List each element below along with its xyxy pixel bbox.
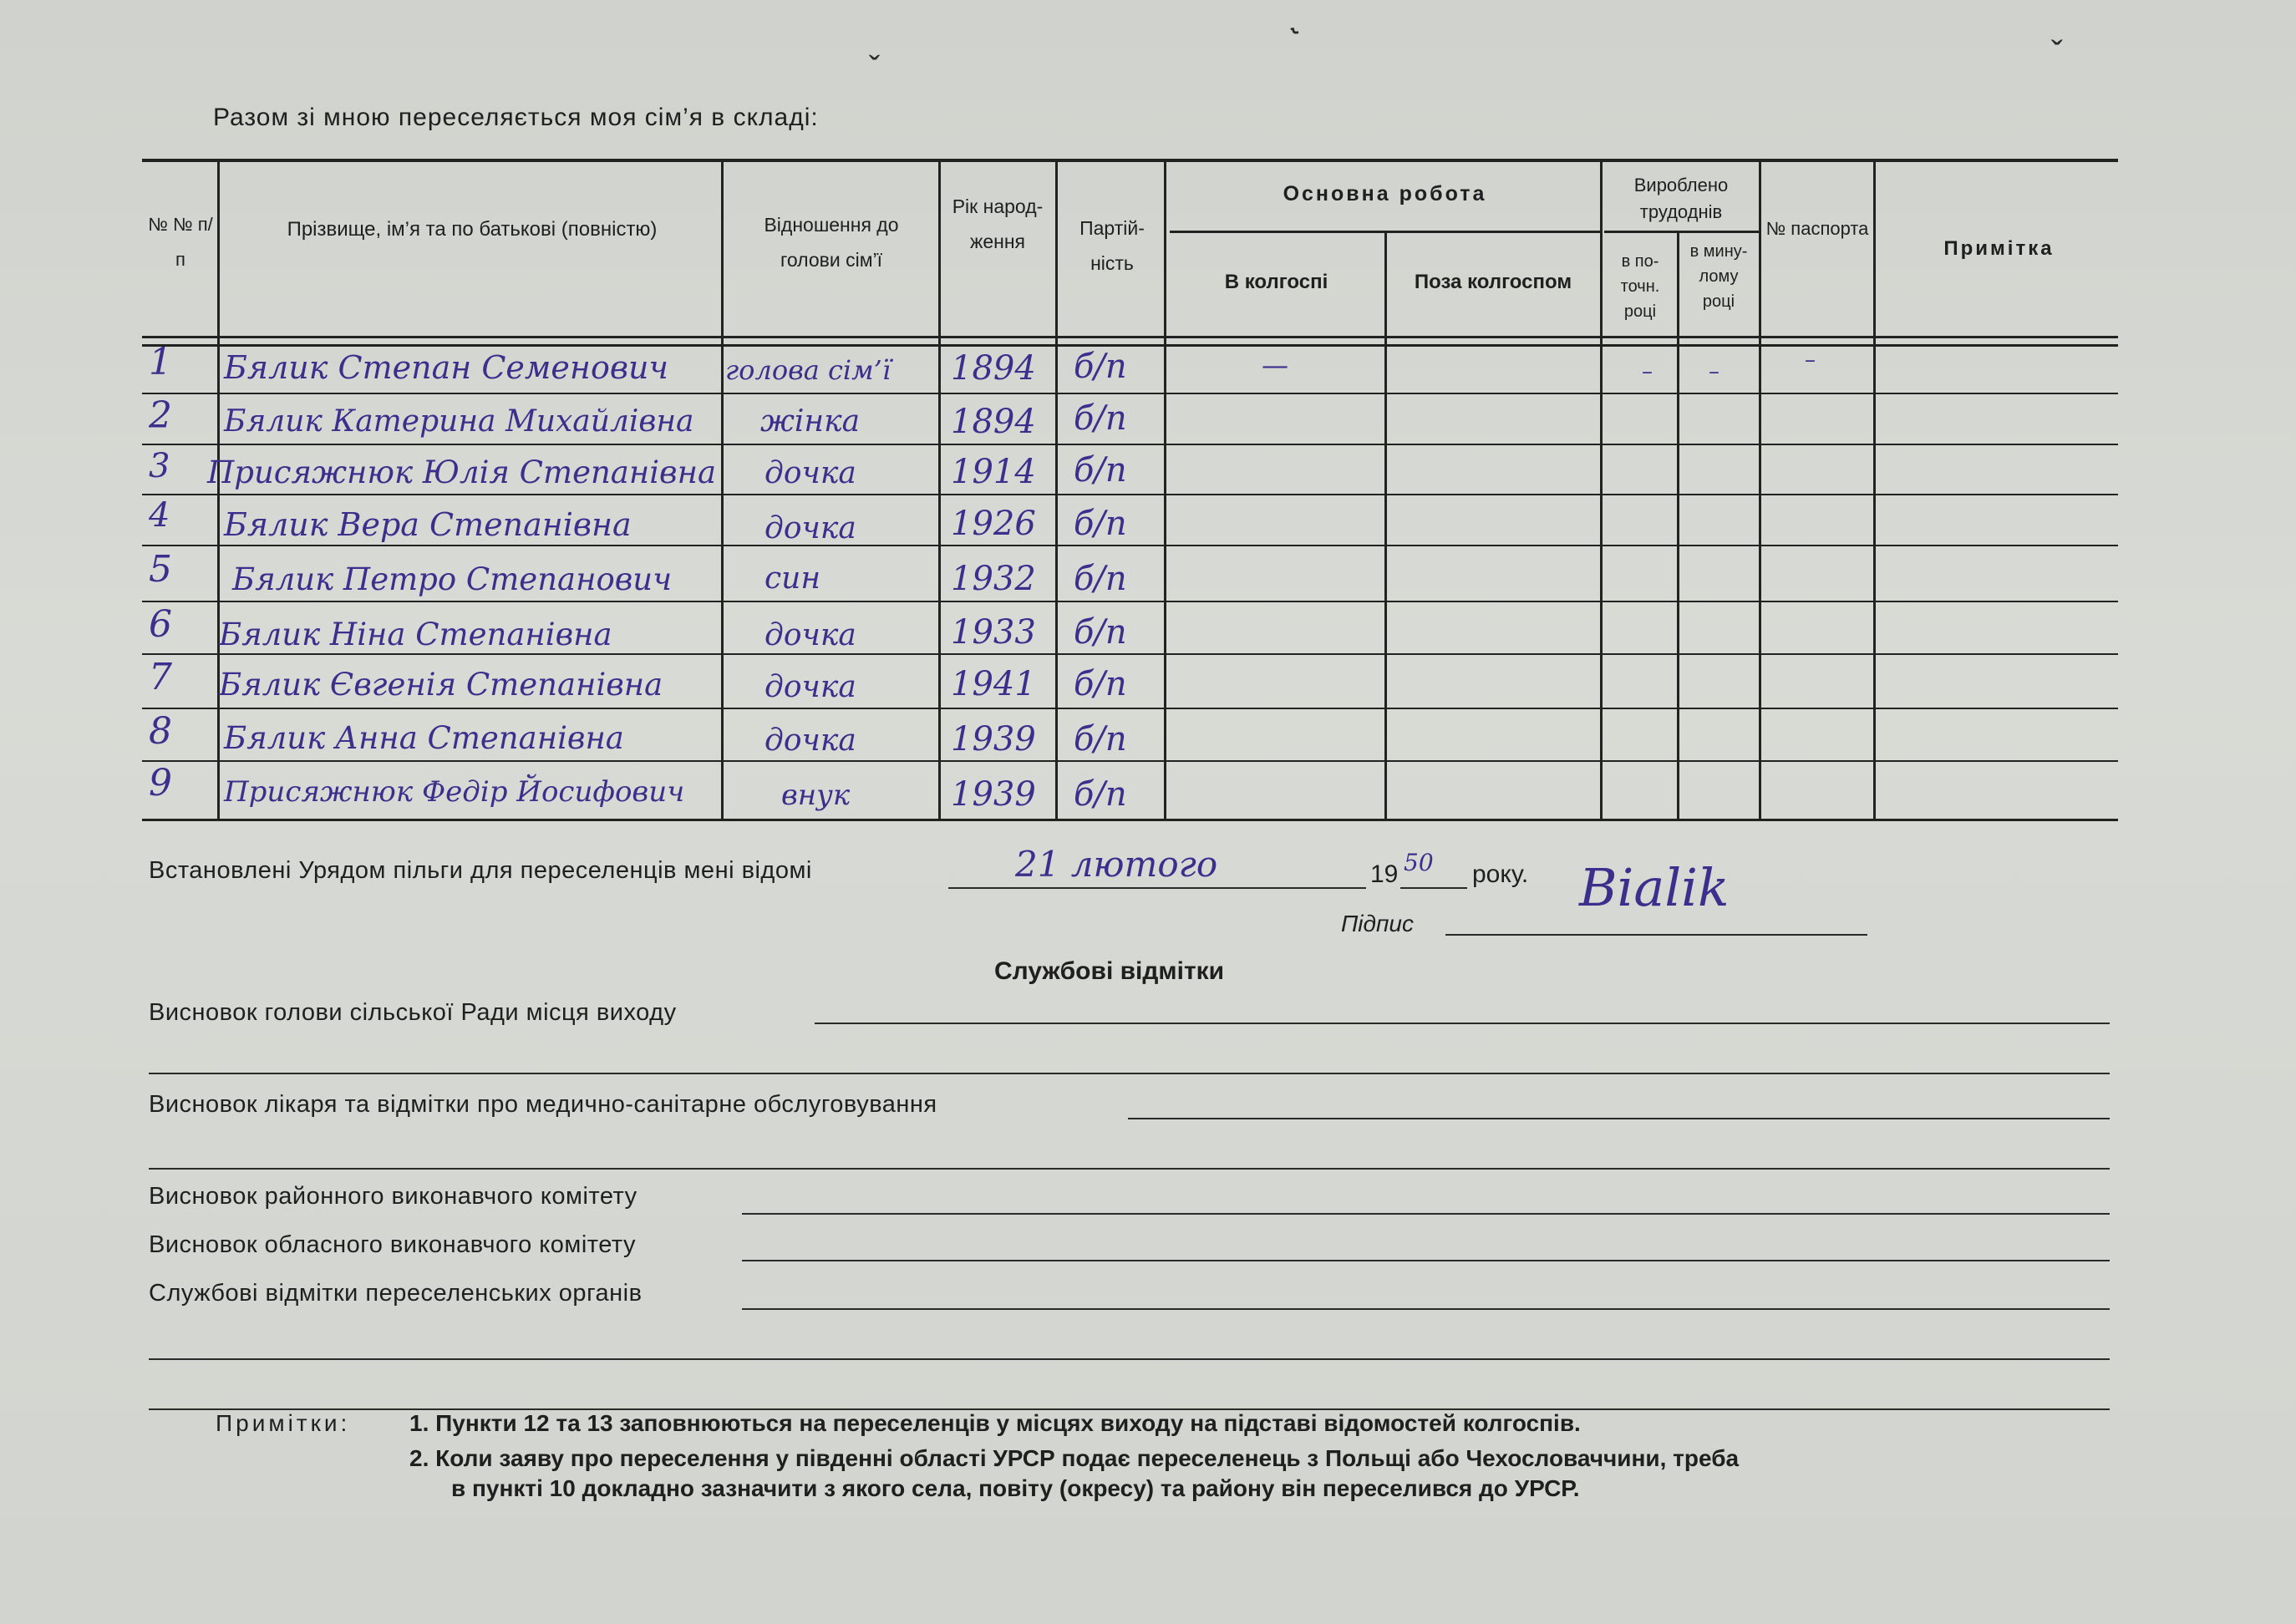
header-kolhosp: В колгоспі [1224, 271, 1328, 293]
official-item: Висновок районного виконавчого комітету [149, 1183, 637, 1210]
row-party: б/п [1074, 348, 1127, 386]
scan-mark: ˇ [869, 50, 881, 87]
row-relation: голова сім’ї [725, 354, 891, 386]
signature-label: Підпис [1341, 911, 1414, 936]
header-relation: Відношення до голови сім’ї [764, 214, 899, 271]
row-party: б/п [1074, 665, 1127, 703]
row-num: 9 [149, 762, 172, 804]
official-item: Висновок голови сільської Ради місця виходу [149, 999, 677, 1026]
scan-mark: ˇ [2051, 33, 2063, 73]
row-year: 1926 [951, 505, 1036, 543]
row-name: Бялик Степан Семенович [224, 349, 669, 386]
row-party: б/п [1074, 775, 1127, 814]
row-party: б/п [1074, 720, 1127, 759]
benefits-text: Встановлені Урядом пільги для переселенців мені відомі [149, 857, 812, 884]
notes-label: Примітки: [216, 1410, 351, 1436]
fill-line [149, 1073, 2110, 1074]
row-name: Бялик Ніна Степанівна [219, 617, 612, 652]
row-year: 1939 [951, 775, 1036, 814]
row-year: 1914 [951, 453, 1036, 491]
header-current-year: в по- точн. році [1620, 252, 1660, 321]
header-main-work: Основна робота [1283, 182, 1487, 206]
row-name: Присяжнюк Юлія Степанівна [207, 454, 717, 490]
row-num: 5 [149, 548, 172, 591]
row-relation: син [764, 561, 821, 596]
row-name: Бялик Петро Степанович [232, 561, 673, 597]
official-item: Службові відмітки переселенських органів [149, 1280, 643, 1307]
row-name: Бялик Вера Степанівна [224, 506, 632, 543]
row-relation: дочка [764, 511, 856, 546]
note-2: 2. Коли заяву про переселення у південні області УРСР подає переселенець з Польщі або Чехословаччини, треба [409, 1445, 1740, 1471]
fill-line [815, 1023, 2110, 1024]
row-party: б/п [1074, 560, 1127, 598]
row-name: Бялик Катерина Михайлівна [224, 404, 694, 439]
note-2-continued: в пункті 10 докладно зазначити з якого села, повіту (окресу) та району він переселився до УРСР. [451, 1475, 1580, 1501]
signature: Bialik [1579, 857, 1730, 918]
row-num: 2 [149, 394, 172, 437]
benefits-year-prefix: 19 [1370, 860, 1399, 888]
row-num: 6 [149, 603, 172, 646]
row-relation: внук [781, 779, 851, 812]
header-passport: № паспорта [1765, 218, 1869, 239]
row-party: б/п [1074, 399, 1127, 438]
fill-line [1128, 1118, 2110, 1119]
row-name: Бялик Євгенія Степанівна [219, 667, 663, 703]
row-relation: дочка [764, 618, 856, 652]
row-party: б/п [1074, 451, 1127, 490]
intro-text: Разом зі мною переселяється моя сім’я в складі: [213, 104, 819, 131]
header-num: № № п/п [148, 214, 213, 270]
row-current-year: – [1642, 359, 1653, 384]
date-underline [948, 887, 1366, 889]
row-relation: жінка [760, 404, 861, 439]
fill-line [742, 1308, 2110, 1310]
row-year: 1939 [951, 720, 1036, 759]
header-note: Примітка [1943, 237, 2055, 260]
note-1: 1. Пункти 12 та 13 заповнюються на переселенців у місцях виходу на підставі відомостей колгоспів. [409, 1410, 1581, 1436]
official-item: Висновок обласного виконавчого комітету [149, 1231, 637, 1258]
row-num: 3 [149, 447, 170, 485]
row-relation: дочка [764, 456, 856, 490]
row-year: 1894 [951, 349, 1036, 388]
fill-line [742, 1213, 2110, 1215]
year-underline [1400, 887, 1467, 889]
header-party: Партій- ність [1079, 217, 1145, 274]
header-year: Рік народ- ження [952, 195, 1044, 252]
row-party: б/п [1074, 613, 1127, 652]
row-num: 8 [149, 710, 172, 753]
row-party: б/п [1074, 505, 1127, 543]
fill-line [742, 1260, 2110, 1261]
row-num: 1 [149, 341, 172, 383]
row-kolhosp: — [1262, 349, 1288, 381]
official-item: Висновок лікаря та відмітки про медично-санітарне обслуговування [149, 1091, 937, 1118]
header-last-year: в мину- лому році [1689, 242, 1748, 311]
row-year: 1933 [951, 613, 1036, 652]
row-num: 4 [149, 496, 170, 535]
row-year: 1932 [951, 560, 1036, 598]
row-year: 1894 [951, 403, 1036, 441]
header-outside: Поза колгоспом [1414, 271, 1572, 293]
row-last-year: – [1709, 359, 1719, 384]
signature-underline [1445, 934, 1867, 936]
row-num: 7 [149, 656, 172, 698]
benefits-date: 21 лютого [1015, 844, 1218, 885]
row-name: Присяжнюк Федір Йосифович [224, 775, 685, 809]
fill-line [149, 1168, 2110, 1170]
scan-mark: ˞ [1291, 12, 1301, 46]
official-title: Службові відмітки [994, 957, 1225, 985]
row-passport: – [1805, 348, 1816, 373]
row-relation: дочка [764, 670, 856, 704]
benefits-year-suffix: 50 [1404, 849, 1434, 876]
row-name: Бялик Анна Степанівна [224, 720, 624, 756]
benefits-year-word: року. [1472, 860, 1529, 888]
header-name: Прізвище, ім’я та по батькові (повністю) [287, 218, 658, 241]
header-workdays: Вироблено трудоднів [1633, 175, 1729, 222]
row-relation: дочка [764, 723, 856, 758]
fill-line [149, 1358, 2110, 1360]
row-year: 1941 [951, 665, 1036, 703]
